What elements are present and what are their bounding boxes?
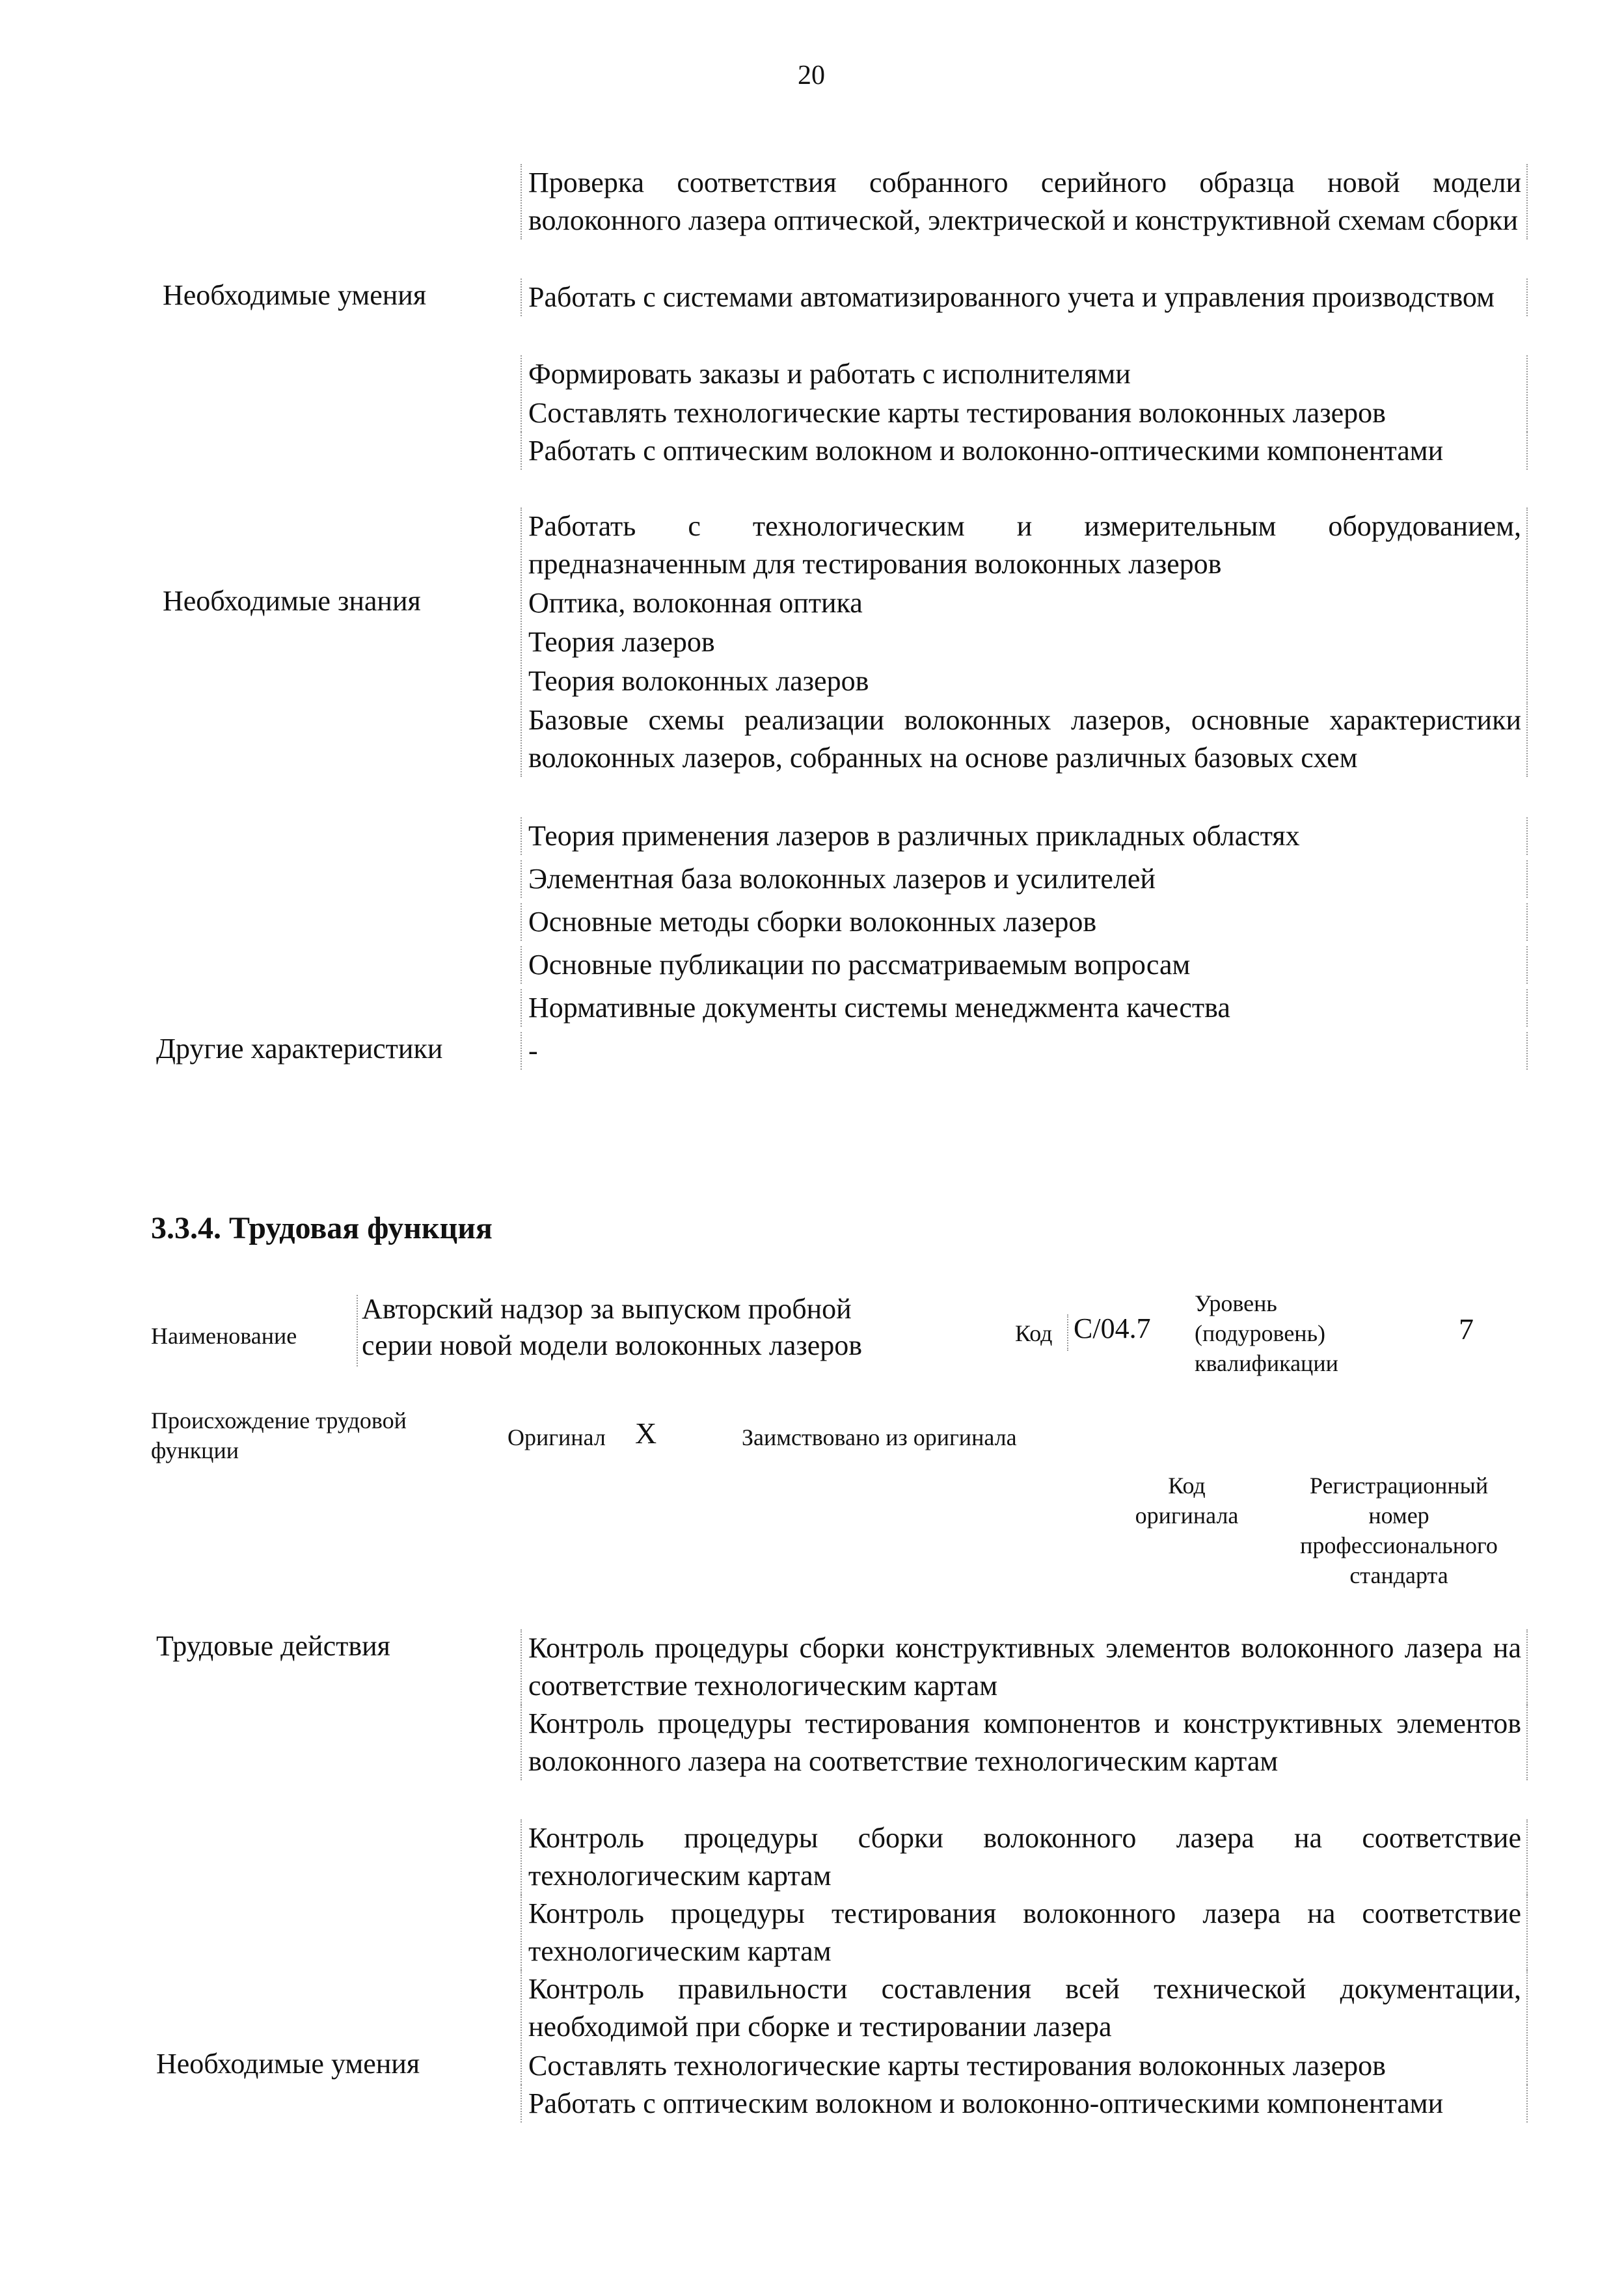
- origin-label-2: функции: [151, 1437, 239, 1463]
- reg-number-label-3: профессионального: [1300, 1532, 1498, 1558]
- other-characteristics-value: -: [521, 1032, 1528, 1070]
- borrowed-label: Заимствовано из оригинала: [742, 1424, 1017, 1450]
- labor-actions-label: Трудовые действия: [156, 1630, 390, 1662]
- skill-item: Составлять технологические карты тестирования волоконных лазеров: [521, 394, 1528, 432]
- knowledge-item: Нормативные документы системы менеджмента качества: [521, 989, 1528, 1027]
- skill-item: Работать с технологическим и измерительным оборудованием, предназначенным для тестирования волоконных лазеров: [521, 508, 1528, 583]
- reg-number-label-4: стандарта: [1349, 1562, 1448, 1588]
- knowledge-item: Оптика, волоконная оптика: [521, 584, 1528, 622]
- labor-action-item: Контроль правильности составления всей технической документации, необходимой при сборке и тестировании лазера: [521, 1970, 1528, 2046]
- knowledge-item: Теория применения лазеров в различных прикладных областях: [521, 817, 1528, 855]
- labor-action-item: Контроль процедуры сборки волоконного лазера на соответствие технологическим картам: [521, 1819, 1528, 1895]
- skill-item: Работать с системами автоматизированного учета и управления производством: [521, 278, 1528, 316]
- function-name-line1: Авторский надзор за выпуском пробной: [362, 1293, 852, 1325]
- knowledge-item: Базовые схемы реализации волоконных лазеров, основные характеристики волоконных лазеров, собранных на основе различных базовых схем: [521, 701, 1528, 777]
- skill-item: Работать с оптическим волокном и волоконно-оптическими компонентами: [521, 2085, 1528, 2123]
- level-value: 7: [1459, 1312, 1474, 1346]
- skill-item: Формировать заказы и работать с исполнителями: [521, 355, 1528, 393]
- separator: [357, 1295, 358, 1366]
- knowledge-item: Основные публикации по рассматриваемым вопросам: [521, 946, 1528, 984]
- labor-action-item: Контроль процедуры тестирования компонентов и конструктивных элементов волоконного лазера на соответствие технологическим картам: [521, 1705, 1528, 1780]
- function-name-line2: серии новой модели волоконных лазеров: [362, 1329, 863, 1361]
- reg-number-label-1: Регистрационный: [1309, 1473, 1489, 1499]
- level-label-3: квалификации: [1195, 1350, 1338, 1376]
- code-value: С/04.7: [1074, 1312, 1151, 1344]
- knowledge-item: Теория лазеров: [521, 623, 1528, 661]
- code-label: Код: [1015, 1320, 1053, 1346]
- separator: [1067, 1314, 1068, 1351]
- code-original-label-1: Код: [1168, 1473, 1206, 1499]
- page-number: 20: [798, 61, 825, 90]
- level-label-2: (подуровень): [1195, 1320, 1325, 1346]
- knowledge-item: Основные методы сборки волоконных лазеров: [521, 903, 1528, 941]
- skill-item: Составлять технологические карты тестирования волоконных лазеров: [521, 2047, 1528, 2085]
- original-label: Оригинал: [508, 1424, 606, 1450]
- level-label-1: Уровень: [1195, 1290, 1277, 1316]
- original-mark: X: [635, 1417, 657, 1450]
- labor-action-item: Контроль процедуры сборки конструктивных элементов волоконного лазера на соответствие технологическим картам: [521, 1629, 1528, 1705]
- section-heading: 3.3.4. Трудовая функция: [151, 1211, 493, 1245]
- labor-action-item: Проверка соответствия собранного серийного образца новой модели волоконного лазера оптической, электрической и конструктивной схемам сборки: [521, 164, 1528, 239]
- name-label: Наименование: [151, 1323, 297, 1349]
- knowledge-item: Элементная база волоконных лазеров и усилителей: [521, 860, 1528, 898]
- knowledge-label: Необходимые знания: [163, 585, 421, 617]
- reg-number-label-2: номер: [1368, 1502, 1429, 1528]
- origin-label-1: Происхождение трудовой: [151, 1407, 407, 1433]
- skills-label: Необходимые умения: [156, 2048, 420, 2080]
- labor-action-item: Контроль процедуры тестирования волоконного лазера на соответствие технологическим картам: [521, 1895, 1528, 1970]
- other-characteristics-label: Другие характеристики: [156, 1033, 443, 1065]
- skills-label: Необходимые умения: [163, 279, 427, 311]
- knowledge-item: Теория волоконных лазеров: [521, 662, 1528, 700]
- code-original-label-2: оригинала: [1135, 1502, 1239, 1528]
- skill-item: Работать с оптическим волокном и волоконно-оптическими компонентами: [521, 432, 1528, 470]
